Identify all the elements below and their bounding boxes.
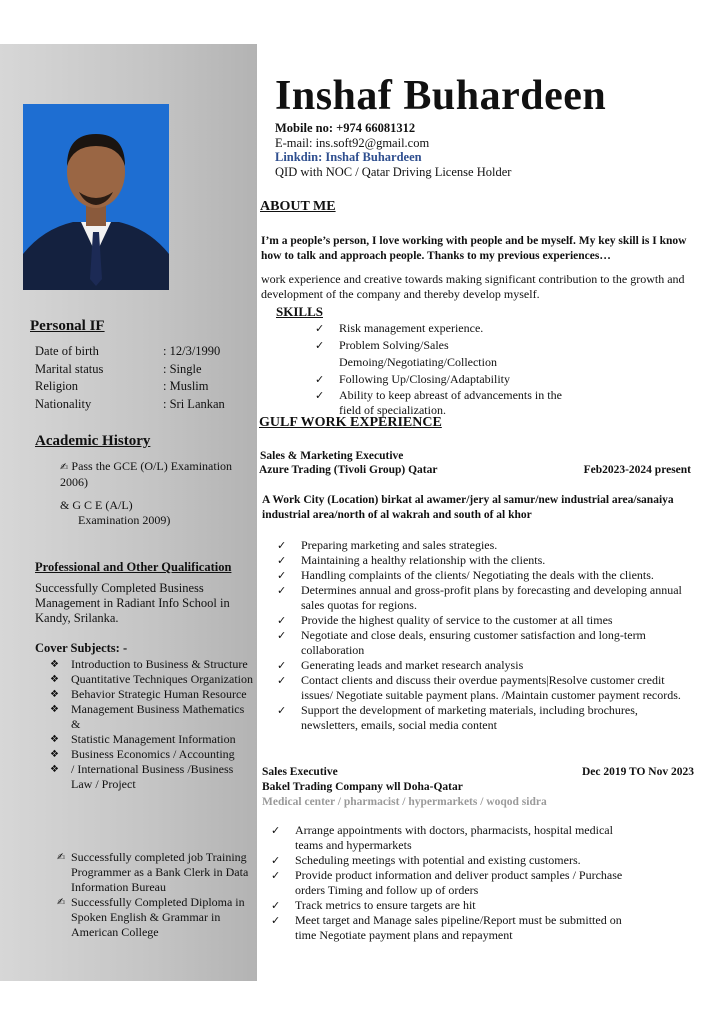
- diamond-bullet-icon: ❖: [50, 689, 59, 700]
- writing-hand-icon: ✍: [60, 462, 69, 473]
- check-icon: ✓: [277, 629, 287, 642]
- personal-info-heading: Personal IF: [30, 318, 105, 334]
- job2-company: Bakel Trading Company wll Doha-Qatar: [262, 781, 463, 793]
- list-item: [315, 320, 585, 337]
- check-icon: ✓: [315, 389, 325, 402]
- academic-item-al-line2: Examination 2009): [78, 513, 171, 527]
- list-item: [315, 337, 585, 371]
- subject-text: Management Business Mathematics &: [71, 702, 245, 731]
- extra-qualifications-list: [35, 850, 257, 940]
- job2-duties-list: [271, 823, 641, 943]
- list-item: [315, 371, 585, 388]
- duty-text: Provide product information and deliver product samples / Purchase orders Timing and follow up of orders: [295, 868, 623, 897]
- subject-text: Quantitative Techniques Organization: [71, 672, 253, 686]
- personal-row: [35, 396, 250, 414]
- subject-text: Business Economics / Accounting: [71, 747, 235, 761]
- diamond-bullet-icon: ❖: [50, 659, 59, 670]
- personal-row: [35, 361, 250, 379]
- list-item: [35, 747, 253, 762]
- job1-company: Azure Trading (Tivoli Group) Qatar: [259, 464, 438, 476]
- duty-text: Scheduling meetings with potential and existing customers.: [295, 853, 581, 867]
- duty-text: Generating leads and market research analysis: [301, 658, 524, 672]
- diamond-bullet-icon: ❖: [50, 749, 59, 760]
- list-item: [35, 657, 253, 672]
- check-icon: ✓: [315, 373, 325, 386]
- list-item: [271, 898, 641, 913]
- academic-item-ol: [60, 459, 248, 490]
- personal-row-label: Date of birth: [35, 344, 99, 358]
- email-address: E-mail: ins.soft92@gmail.com: [275, 135, 430, 150]
- personal-row-label: Marital status: [35, 361, 104, 376]
- list-item: [315, 388, 585, 418]
- professional-qualification-text: Successfully Completed Business Management in Radiant Info School in Kandy, Srilanka.: [35, 581, 230, 625]
- list-item: [35, 732, 253, 747]
- list-item: [35, 672, 253, 687]
- list-item: [35, 895, 257, 940]
- contact-block: [275, 121, 511, 179]
- check-icon: ✓: [277, 674, 287, 687]
- list-item: [35, 762, 253, 792]
- duty-text: Track metrics to ensure targets are hit: [295, 898, 476, 912]
- diamond-bullet-icon: ❖: [50, 734, 59, 745]
- academic-item-al-line1: & G C E (A/L): [60, 498, 133, 512]
- subject-text: Behavior Strategic Human Resource: [71, 687, 247, 701]
- check-icon: ✓: [277, 659, 287, 672]
- skill-text: Problem Solving/Sales Demoing/Negotiating/Collection: [339, 338, 497, 369]
- list-item: [277, 628, 697, 658]
- skill-text: Following Up/Closing/Adaptability: [339, 372, 511, 386]
- duty-text: Determines annual and gross-profit plans by forecasting and developing annual sales quotas for regions.: [301, 583, 682, 612]
- academic-history-heading: Academic History: [35, 433, 151, 449]
- check-icon: ✓: [315, 322, 325, 335]
- duty-text: Maintaining a healthy relationship with the clients.: [301, 553, 546, 567]
- job1-dates: Feb2023-2024 present: [583, 464, 691, 476]
- personal-info-table: [35, 343, 250, 413]
- writing-hand-icon: ✍: [57, 852, 66, 863]
- personal-row-value: : Sri Lankan: [163, 396, 225, 411]
- list-item: [277, 538, 697, 553]
- diamond-bullet-icon: ❖: [50, 764, 59, 775]
- skill-text: Risk management experience.: [339, 321, 484, 335]
- job2-title-row: [262, 765, 694, 780]
- about-me-text: work experience and creative towards making significant contribution to the growth and development of the company and thereby develop myself.: [261, 272, 685, 301]
- list-item: [35, 702, 253, 732]
- qid-info: QID with NOC / Qatar Driving License Holder: [275, 164, 512, 179]
- personal-row-label: Nationality: [35, 396, 92, 411]
- check-icon: ✓: [271, 869, 281, 882]
- writing-hand-icon: ✍: [57, 897, 66, 908]
- list-item: [277, 658, 697, 673]
- check-icon: ✓: [271, 914, 281, 927]
- check-icon: ✓: [277, 584, 287, 597]
- candidate-name: Inshaf Buhardeen: [275, 73, 607, 119]
- list-item: [277, 568, 697, 583]
- personal-row-value: : 12/3/1990: [163, 344, 221, 358]
- list-item: [277, 553, 697, 568]
- check-icon: ✓: [277, 554, 287, 567]
- diamond-bullet-icon: ❖: [50, 704, 59, 715]
- personal-row-value: : Single: [163, 361, 202, 376]
- list-item: [271, 868, 641, 898]
- personal-row-label: Religion: [35, 379, 79, 393]
- skill-text: Ability to keep abreast of advancements in the field of specialization.: [339, 388, 562, 417]
- profile-photo: [23, 104, 169, 290]
- list-item: [35, 850, 257, 895]
- list-item: [277, 583, 697, 613]
- skills-list: [315, 320, 585, 418]
- duty-text: Handling complaints of the clients/ Negotiating the deals with the clients.: [301, 568, 654, 582]
- check-icon: ✓: [277, 539, 287, 552]
- duty-text: Negotiate and close deals, ensuring customer satisfaction and long-term collaboration: [301, 628, 646, 657]
- job2-dates: Dec 2019 TO Nov 2023: [581, 766, 694, 778]
- subject-text: / International Business /Business Law / Project: [71, 762, 234, 791]
- check-icon: ✓: [271, 854, 281, 867]
- job1-duties-list: [277, 538, 697, 733]
- cover-subjects-list: [35, 657, 253, 792]
- list-item: [277, 703, 697, 733]
- about-me-heading: ABOUT ME: [260, 199, 336, 214]
- job2-title: Sales Executive: [262, 766, 338, 778]
- subject-text: Statistic Management Information: [71, 732, 236, 746]
- duty-text: Support the development of marketing materials, including brochures, newsletters, emails, social media content: [301, 703, 638, 732]
- linkedin-link[interactable]: Linkdin: Inshaf Buhardeen: [275, 150, 422, 165]
- check-icon: ✓: [277, 569, 287, 582]
- duty-text: Arrange appointments with doctors, pharmacists, hospital medical teams and hypermarkets: [295, 823, 613, 852]
- extra-text: Successfully completed job Training Programmer as a Bank Clerk in Data Information Bureau: [71, 850, 249, 894]
- check-icon: ✓: [277, 704, 287, 717]
- job1-title: Sales & Marketing Executive: [260, 450, 404, 462]
- professional-qualification-heading: Professional and Other Qualification: [35, 560, 232, 574]
- job1-company-row: [259, 463, 691, 478]
- extra-text: Successfully Completed Diploma in Spoken English & Grammar in American College: [71, 895, 245, 939]
- academic-item-ol-text: Pass the GCE (O/L) Examination 2006): [60, 459, 233, 489]
- job1-location: A Work City (Location) birkat al awamer/jery al samur/new industrial area/sanaiya industrial area/north of al wakrah and south of al khor: [262, 494, 674, 521]
- check-icon: ✓: [271, 824, 281, 837]
- check-icon: ✓: [271, 899, 281, 912]
- personal-row: [35, 343, 250, 361]
- check-icon: ✓: [315, 339, 325, 352]
- subject-text: Introduction to Business & Structure: [71, 657, 248, 671]
- list-item: [35, 687, 253, 702]
- duty-text: Contact clients and discuss their overdue payments|Resolve customer credit issues/ Negotiate suitable payment plans. /Maintain customer payment records.: [301, 673, 681, 702]
- check-icon: ✓: [277, 614, 287, 627]
- cover-subjects-heading: Cover Subjects: -: [35, 641, 128, 655]
- list-item: [277, 613, 697, 628]
- job2-subtitle: Medical center / pharmacist / hypermarkets / woqod sidra: [262, 796, 547, 808]
- gulf-experience-heading: GULF WORK EXPERIENCE: [259, 415, 442, 430]
- list-item: [277, 673, 697, 703]
- duty-text: Preparing marketing and sales strategies.: [301, 538, 498, 552]
- personal-row-value: : Muslim: [163, 379, 209, 393]
- academic-item-al: [60, 498, 170, 528]
- list-item: [271, 913, 641, 943]
- about-me-bold-text: I’m a people’s person, I love working with people and be myself. My key skill is I know how to talk and approach people. Thanks to my previous experiences…: [261, 235, 687, 262]
- list-item: [271, 853, 641, 868]
- diamond-bullet-icon: ❖: [50, 674, 59, 685]
- duty-text: Meet target and Manage sales pipeline/Report must be submitted on time Negotiate payment plans and repayment: [295, 913, 622, 942]
- mobile-number: Mobile no: +974 66081312: [275, 121, 416, 135]
- personal-row: [35, 378, 250, 396]
- skills-heading: SKILLS: [276, 304, 323, 319]
- duty-text: Provide the highest quality of service to the customer at all times: [301, 613, 613, 627]
- list-item: [271, 823, 641, 853]
